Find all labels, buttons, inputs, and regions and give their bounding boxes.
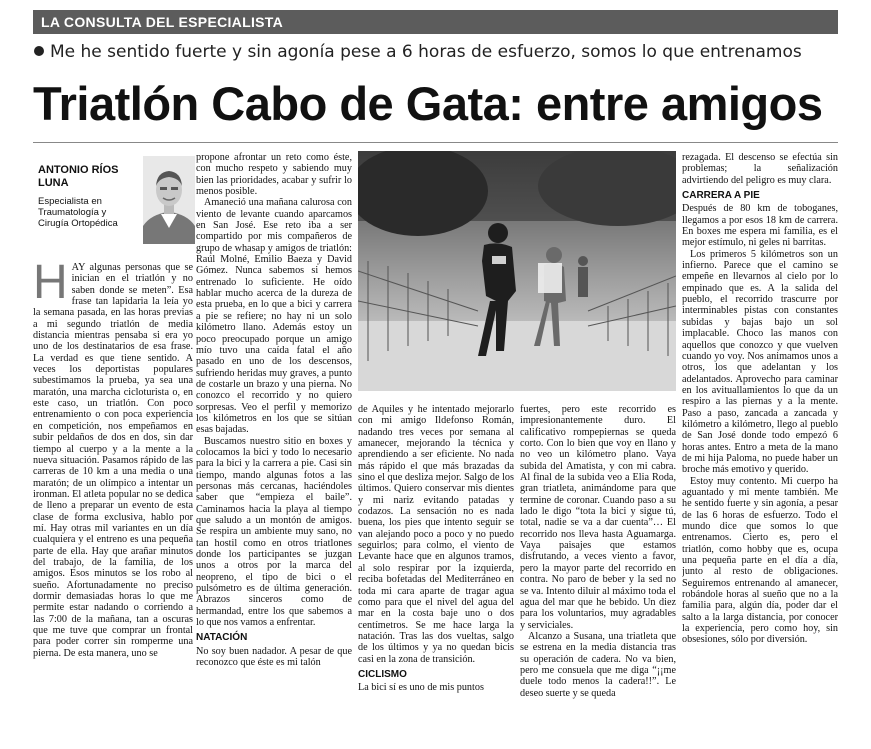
subhead-carrera-a-pie: CARRERA A PIE — [682, 190, 760, 202]
paragraph: propone afrontar un reto como éste, con mucho respeto y sabiendo muy bien las prioridades, acabar y sufrir lo menos posible. — [196, 152, 352, 198]
section-tag: LA CONSULTA DEL ESPECIALISTA — [33, 10, 838, 34]
paragraph: Estoy muy contento. Mi cuerpo ha aguantado y mi mente también. Me he sentido fuerte y sin agonía, a pesar de las 6 horas de esfuerzo. Todo el mundo dice que somos lo que entrenamos. Cierto es, pero el triatlón, como hobby que es, ocupa una pequeña parte en el día a día, junto al resto de obligaciones. Seguiremos entrenando al amanecer, robándole horas al sueño que no a la familia para, algún día, poder dar el salto a la larga distancia, por conocer la experiencia, pero como hoy, sin obsesiones, sólo por diversión. — [682, 475, 838, 646]
paragraph: AY algunas personas que se inician en el triatlón y no saben donde se meten”. Esa frase tan lapidaria la leía yo la semana pasada, en las horas previas a mi segundo triatlón de media distancia mientras pensaba si era yo uno de los destinatarios de esa frase. La verdad es que tiene sentido. A veces los deportistas populares subestimamos la prueba, ya sea una maratón, una marcha cicloturista o, en este caso, un triatlón. Con poco entrenamiento o con poca experiencia en competición, nos empeñamos en subir peldaños de dos en dos, sin dar tiempo al cuerpo y a la mente a la nueva situación. Pasamos rápido de las carreras de 10 km a una media o una maratón; de un olímpico a intentar un ironman. El atleta popular no se dedica de lleno a preparar un evento de esta clase de forma exclusiva, hablo por mí. Hay otras mil variantes en un día cualquiera y el entreno es una pequeña parte de ella. Hay que arañar minutos del trabajo, de la familia, de los amigos. Esos minutos se los robo al sueño. Afortunadamente no preciso dormir demasiadas horas lo que me permite estar nadando o corriendo a las 7:00 de la mañana, tan a oscuras que me tuve que comprar un frontal para poder correr sin romperme una pierna. De esta manera, uno se — [33, 262, 193, 659]
bullet-icon — [34, 46, 44, 56]
paragraph: Amaneció una mañana calurosa con viento de levante cuando aparcamos en San José. Ese reto iba a ser compartido por mis compañeros de grupo de whasap y amigos de triatlón: Raúl Molné, Emilio Baeza y David Gómez. Nunca sabemos si hemos entrenado lo suficiente. He oído hablar mucho acerca de la dureza de esta prueba, en lo que a bici y carrera a pie se refiere; no hay ni un solo kilómetro llano. Además estoy un poco preocupado porque un amigo mío tuvo una caída fatal el año pasado en uno de los descensos, sufriendo heridas muy graves, a punto de costarle un brazo y una pierna. No conozco el recorrido y no quiero sorpresas. Veo el perfil y memorizo los kilómetros en los que se sitúan esas bajadas. — [196, 197, 352, 436]
paragraph: rezagada. El descenso se efectúa sin problemas; la señalización advirtiendo del peligro es muy clara. — [682, 152, 838, 186]
race-photo — [358, 151, 676, 391]
paragraph: de Aquiles y he intentado mejorarlo con mi amigo Ildefonso Román, nadando tres veces por semana al amanecer, mejorando la técnica y aprendiendo a ser eficiente. No nada más rápido el que más brazadas da sino el que desliza mejor. Salgo de los últimos. Quiero conservar mis dientes y mi nariz evitando patadas y codazos. La sensación no es nada buena, los pies que intento seguir se van alejando poco a poco y no puedo seguirlos; para colmo, el viento de Levante hace que en algunos tramos, al solo respirar por la izquierda, reciba bofetadas del Mediterráneo en toda mi cara aparte de tragar agua como para que el nivel del agua del mar en la costa baje uno o dos centímetros. Se me hace larga la natación. Tras las dos vueltas, salgo de los últimos y ya no quedan bicis casi en la zona de transición. — [358, 404, 514, 665]
column-4 — [520, 404, 676, 729]
column-2 — [196, 152, 352, 727]
kicker-text: Me he sentido fuerte y sin agonía pese a 6 horas de esfuerzo, somos lo que entrenamos — [50, 42, 802, 62]
author-box — [33, 150, 193, 250]
subhead-ciclismo: CICLISMO — [358, 668, 407, 680]
headline: Triatlón Cabo de Gata: entre amigos — [33, 77, 823, 130]
author-name: ANTONIO RÍOS LUNA — [38, 164, 119, 189]
drop-cap: H — [33, 262, 68, 309]
column-5 — [682, 152, 838, 727]
column-1 — [33, 262, 193, 730]
column-1-top-gap — [33, 256, 193, 258]
subhead-natacion: NATACIÓN — [196, 632, 248, 644]
column-3 — [358, 404, 514, 729]
paragraph: No soy buen nadador. A pesar de que reconozco que éste es mi talón — [196, 645, 352, 669]
author-role: Especialista en Traumatología y Cirugía Ortopédica — [38, 196, 118, 229]
paragraph: Alcanzo a Susana, una triatleta que se estrena en la media distancia tras su operación de cadera. No va bien, pero me consuela que me diga “¡¡me duele todo menos la cadera!!”. Le deseo suerte y se queda — [520, 630, 676, 699]
author-portrait — [143, 156, 195, 244]
paragraph: fuertes, pero este recorrido es impresionantemente duro. El calificativo rompepiernas se queda corto. Con lo bien que voy en llano y no veo un kilómetro plano. Vaya subida del Amatista, y con mi cabra. Al final de la subida veo a Elia Roda, gran triatleta, animándome para que termine de coronar. Cuando paso a su lado le digo “tota la bici y sigue tú, total, nadie se va a dar cuenta”… El recorrido nos lleva hasta Aguamarga. Vaya paisajes que estamos disfrutando, a veces viento a favor, pero la mayor parte del recorrido en contra. No paro de beber y la sed no se va. Intento diluir al máximo toda el agua del mar que he bebido. Un diez para los voluntarios, muy agradables y serviciales. — [520, 404, 676, 631]
divider — [33, 142, 838, 143]
paragraph: Los primeros 5 kilómetros son un infierno. Parece que el camino se empeñe en llevarnos al cielo por lo empinado que es. A la salida del pueblo, el recorrido trascurre por interminables pistas con constantes subidas y bajas bajo un sol implacable. Choco las manos con aquellos que conozco y que vuelven cuando yo voy. Nos animamos unos a otros, los que adelantan y los adelantados. Aprovecho para caminar en los avituallamientos lo que da un respiro a las piernas y a la mente. Paso a paso, zancada a zancada y kilómetro a kilómetro, llego al pueblo de San José donde todo empezó 6 horas antes. Entro a meta de la mano de mi hija Paloma, no puede haber un broche más emotivo y querido. — [682, 248, 838, 476]
paragraph: Buscamos nuestro sitio en boxes y colocamos la bici y todo lo necesario para la bici y la carrera a pie. Casi sin tiempo, mando algunas fotos a las personas más cercanas, haciéndoles saber que “empieza el baile”. Caminamos hacia la playa al tiempo que saludo a un montón de amigos. Se respira un ambiente muy sano, no tan hostil como en otros triatlones donde los participantes se juzgan unos a otros por la marca del neopreno, el tipo de bici o el pulsómetro es de última generación. Abrazos sinceros como de hermandad, entre los que sabemos a lo que nos vamos a enfrentar. — [196, 435, 352, 629]
kicker — [34, 42, 854, 62]
paragraph: Después de 80 km de toboganes, llegamos a por esos 18 km de carrera. En boxes me espera mi familia, es el mejor estímulo, ni geles ni barritas. — [682, 203, 838, 249]
paragraph: La bici sí es uno de mis puntos — [358, 682, 484, 694]
